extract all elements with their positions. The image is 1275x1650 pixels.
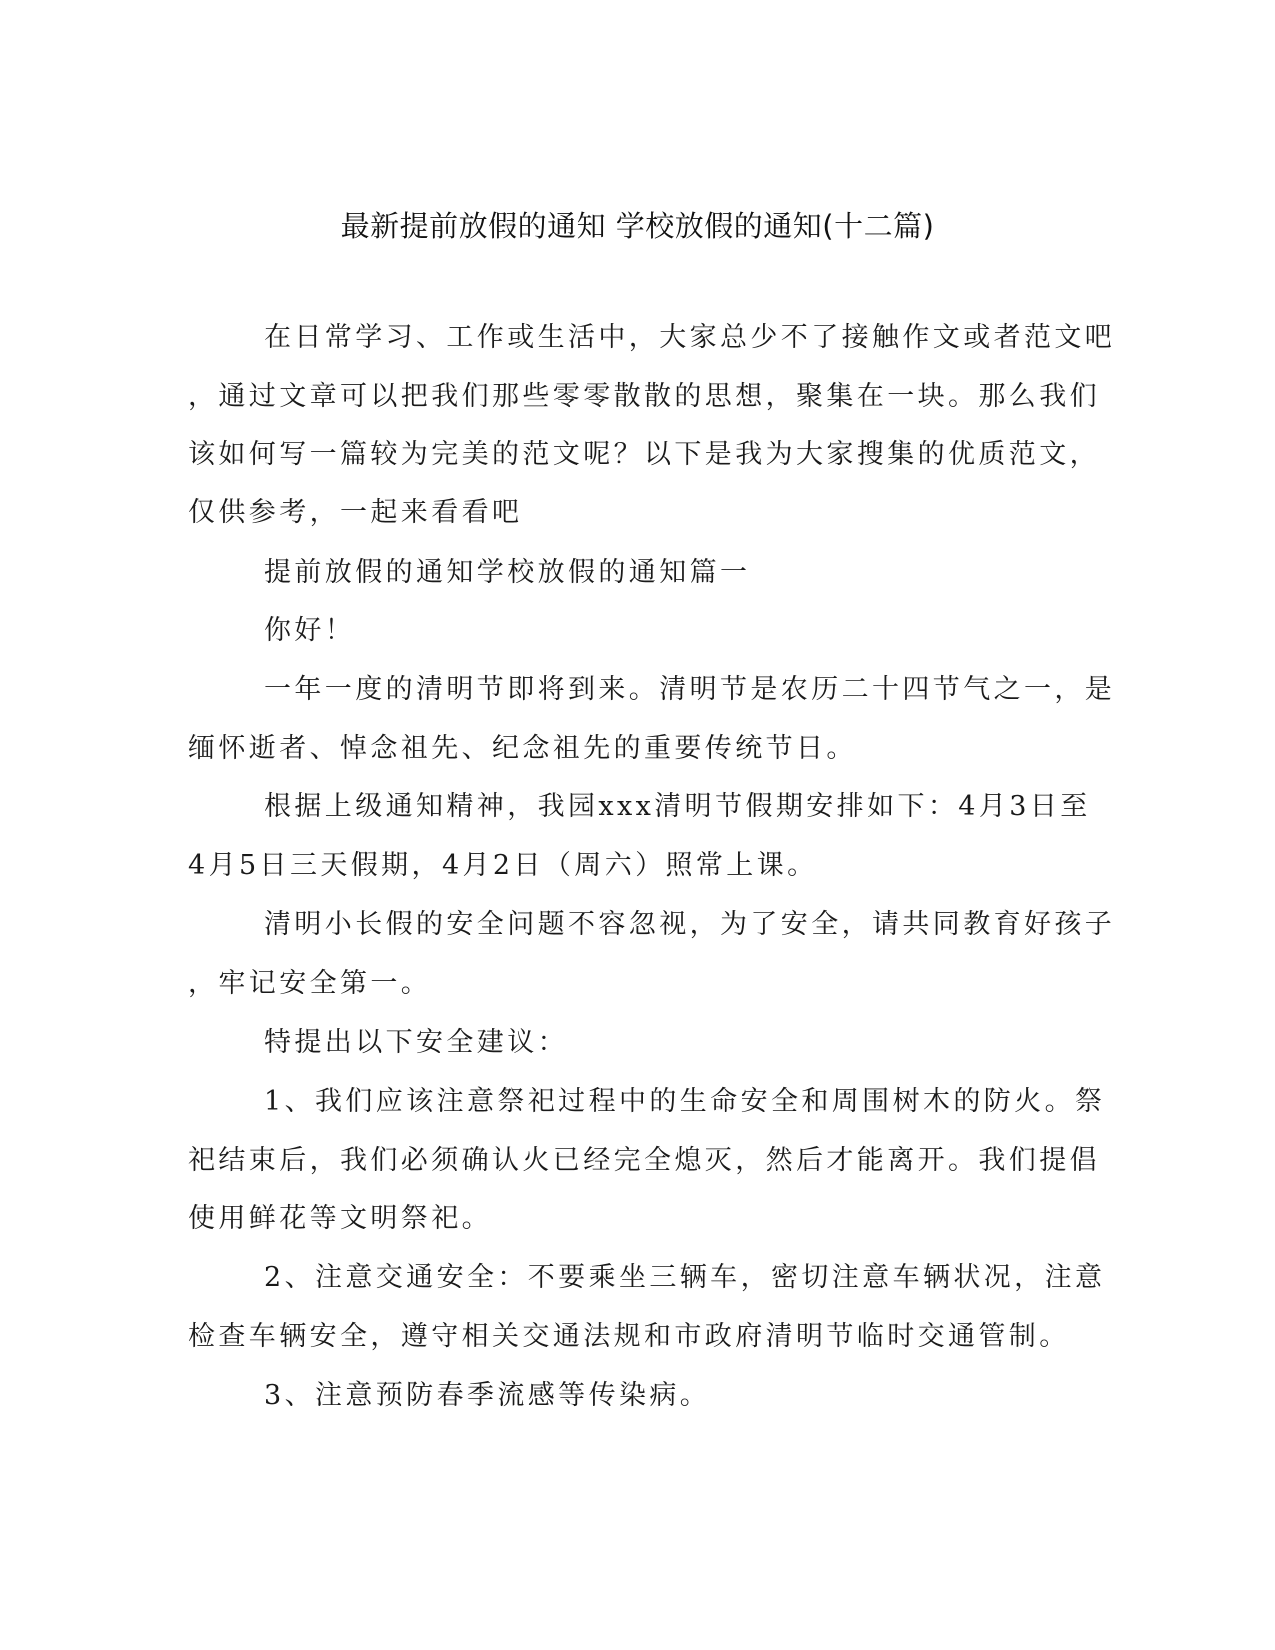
list-item-line: 祀结束后，我们必须确认火已经完全熄灭，然后才能离开。我们提倡 xyxy=(188,1145,1100,1176)
paragraph-line: 缅怀逝者、悼念祖先、纪念祖先的重要传统节日。 xyxy=(188,733,857,764)
paragraph-line: ，牢记安全第一。 xyxy=(188,968,432,999)
paragraph-line: ，通过文章可以把我们那些零零散散的思想，聚集在一块。那么我们 xyxy=(188,381,1100,412)
section-heading: 提前放假的通知学校放假的通知篇一 xyxy=(264,557,751,588)
list-item-line: 1、我们应该注意祭祀过程中的生命安全和周围树木的防火。祭 xyxy=(264,1086,1106,1117)
paragraph-line: 根据上级通知精神，我园xxx清明节假期安排如下：4月3日至 xyxy=(264,791,1091,822)
list-item-line: 3、注意预防春季流感等传染病。 xyxy=(264,1380,711,1411)
list-item-line: 使用鲜花等文明祭祀。 xyxy=(188,1203,492,1234)
list-item-line: 检查车辆安全，遵守相关交通法规和市政府清明节临时交通管制。 xyxy=(188,1321,1070,1352)
paragraph-line: 仅供参考，一起来看看吧 xyxy=(188,497,523,528)
greeting: 你好！ xyxy=(264,615,356,646)
paragraph-line: 一年一度的清明节即将到来。清明节是农历二十四节气之一，是 xyxy=(264,674,1116,705)
paragraph-line: 4月5日三天假期，4月2日（周六）照常上课。 xyxy=(188,850,818,881)
paragraph-line: 清明小长假的安全问题不容忽视，为了安全，请共同教育好孩子 xyxy=(264,909,1116,940)
document-title: 最新提前放假的通知 学校放假的通知(十二篇) xyxy=(340,209,935,243)
list-item-line: 2、注意交通安全：不要乘坐三辆车，密切注意车辆状况，注意 xyxy=(264,1262,1106,1293)
paragraph-line: 该如何写一篇较为完美的范文呢？以下是我为大家搜集的优质范文， xyxy=(188,439,1100,470)
paragraph-line: 在日常学习、工作或生活中，大家总少不了接触作文或者范文吧 xyxy=(264,322,1116,353)
paragraph-line: 特提出以下安全建议： xyxy=(264,1027,568,1058)
